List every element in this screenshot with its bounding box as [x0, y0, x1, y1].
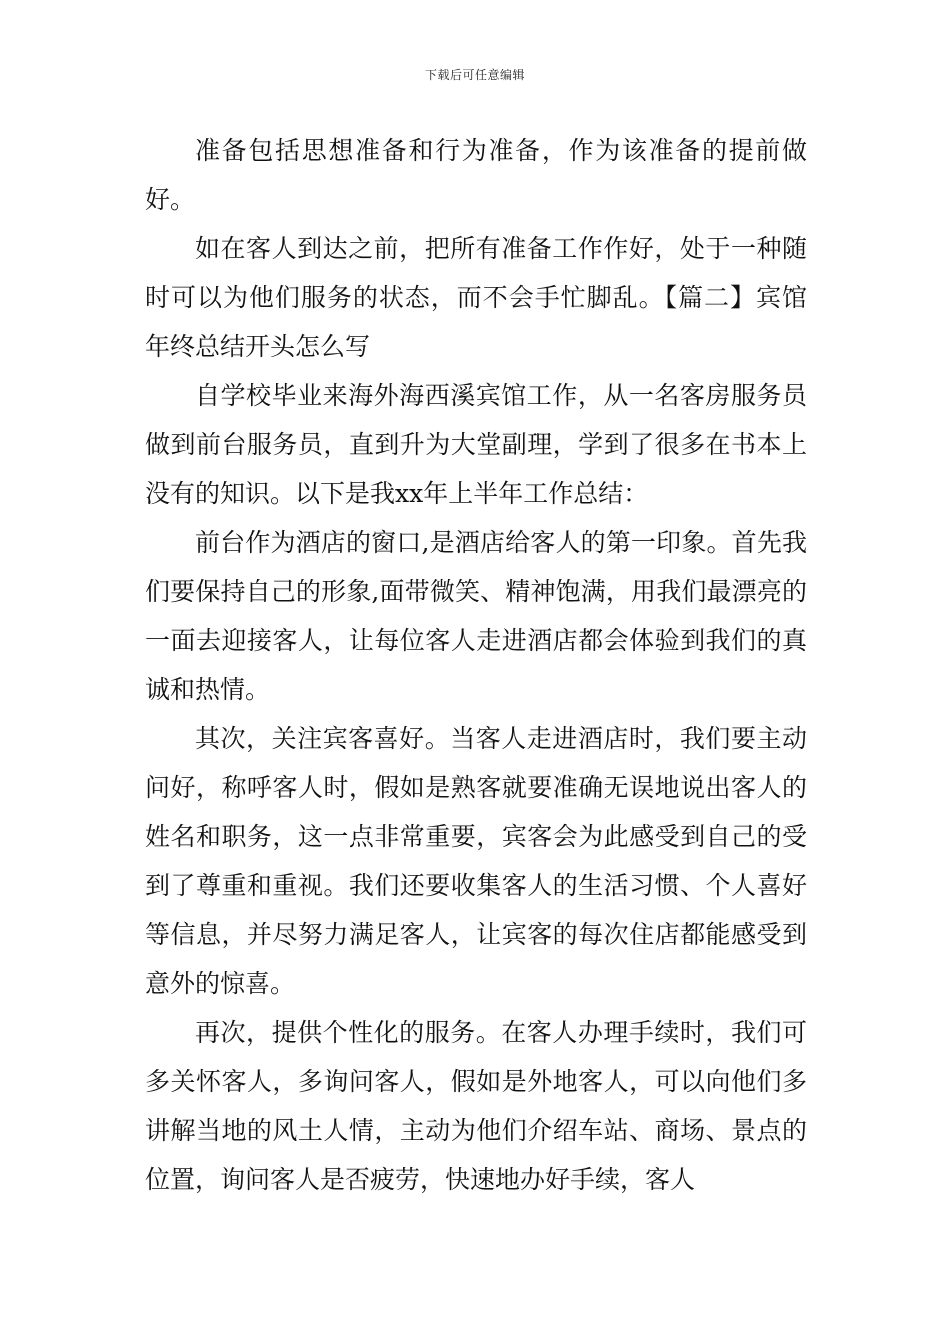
paragraph-1: 准备包括思想准备和行为准备，作为该准备的提前做好。 — [145, 136, 807, 214]
page-header: 下载后可任意编辑 — [424, 68, 525, 82]
paragraph-5: 其次，关注宾客喜好。当客人走进酒店时，我们要主动问好，称呼客人时，假如是熟客就要准确无误地说出客人的姓名和职务，这一点非常重要，宾客会为此感受到自己的受到了尊重和重视。我们还要收集客人的生活习惯、个人喜好等信息，并尽努力满足客人，让宾客的每次住店都能感受到意外的惊喜。 — [145, 724, 807, 998]
paragraph-4: 前台作为酒店的窗口,是酒店给客人的第一印象。首先我们要保持自己的形象,面带微笑、精神饱满，用我们最漂亮的一面去迎接客人，让每位客人走进酒店都会体验到我们的真诚和热情。 — [145, 528, 807, 704]
document-body — [145, 126, 807, 1204]
paragraph-2: 如在客人到达之前，把所有准备工作作好，处于一种随时可以为他们服务的状态，而不会手忙脚乱。【篇二】宾馆年终总结开头怎么写 — [145, 234, 807, 361]
paragraph-6: 再次，提供个性化的服务。在客人办理手续时，我们可多关怀客人，多询问客人，假如是外地客人，可以向他们多讲解当地的风土人情，主动为他们介绍车站、商场、景点的位置，询问客人是否疲劳，快速地办好手续，客人 — [145, 1018, 807, 1194]
paragraph-3: 自学校毕业来海外海西溪宾馆工作，从一名客房服务员做到前台服务员，直到升为大堂副理，学到了很多在书本上没有的知识。以下是我xx年上半年工作总结： — [145, 381, 807, 508]
